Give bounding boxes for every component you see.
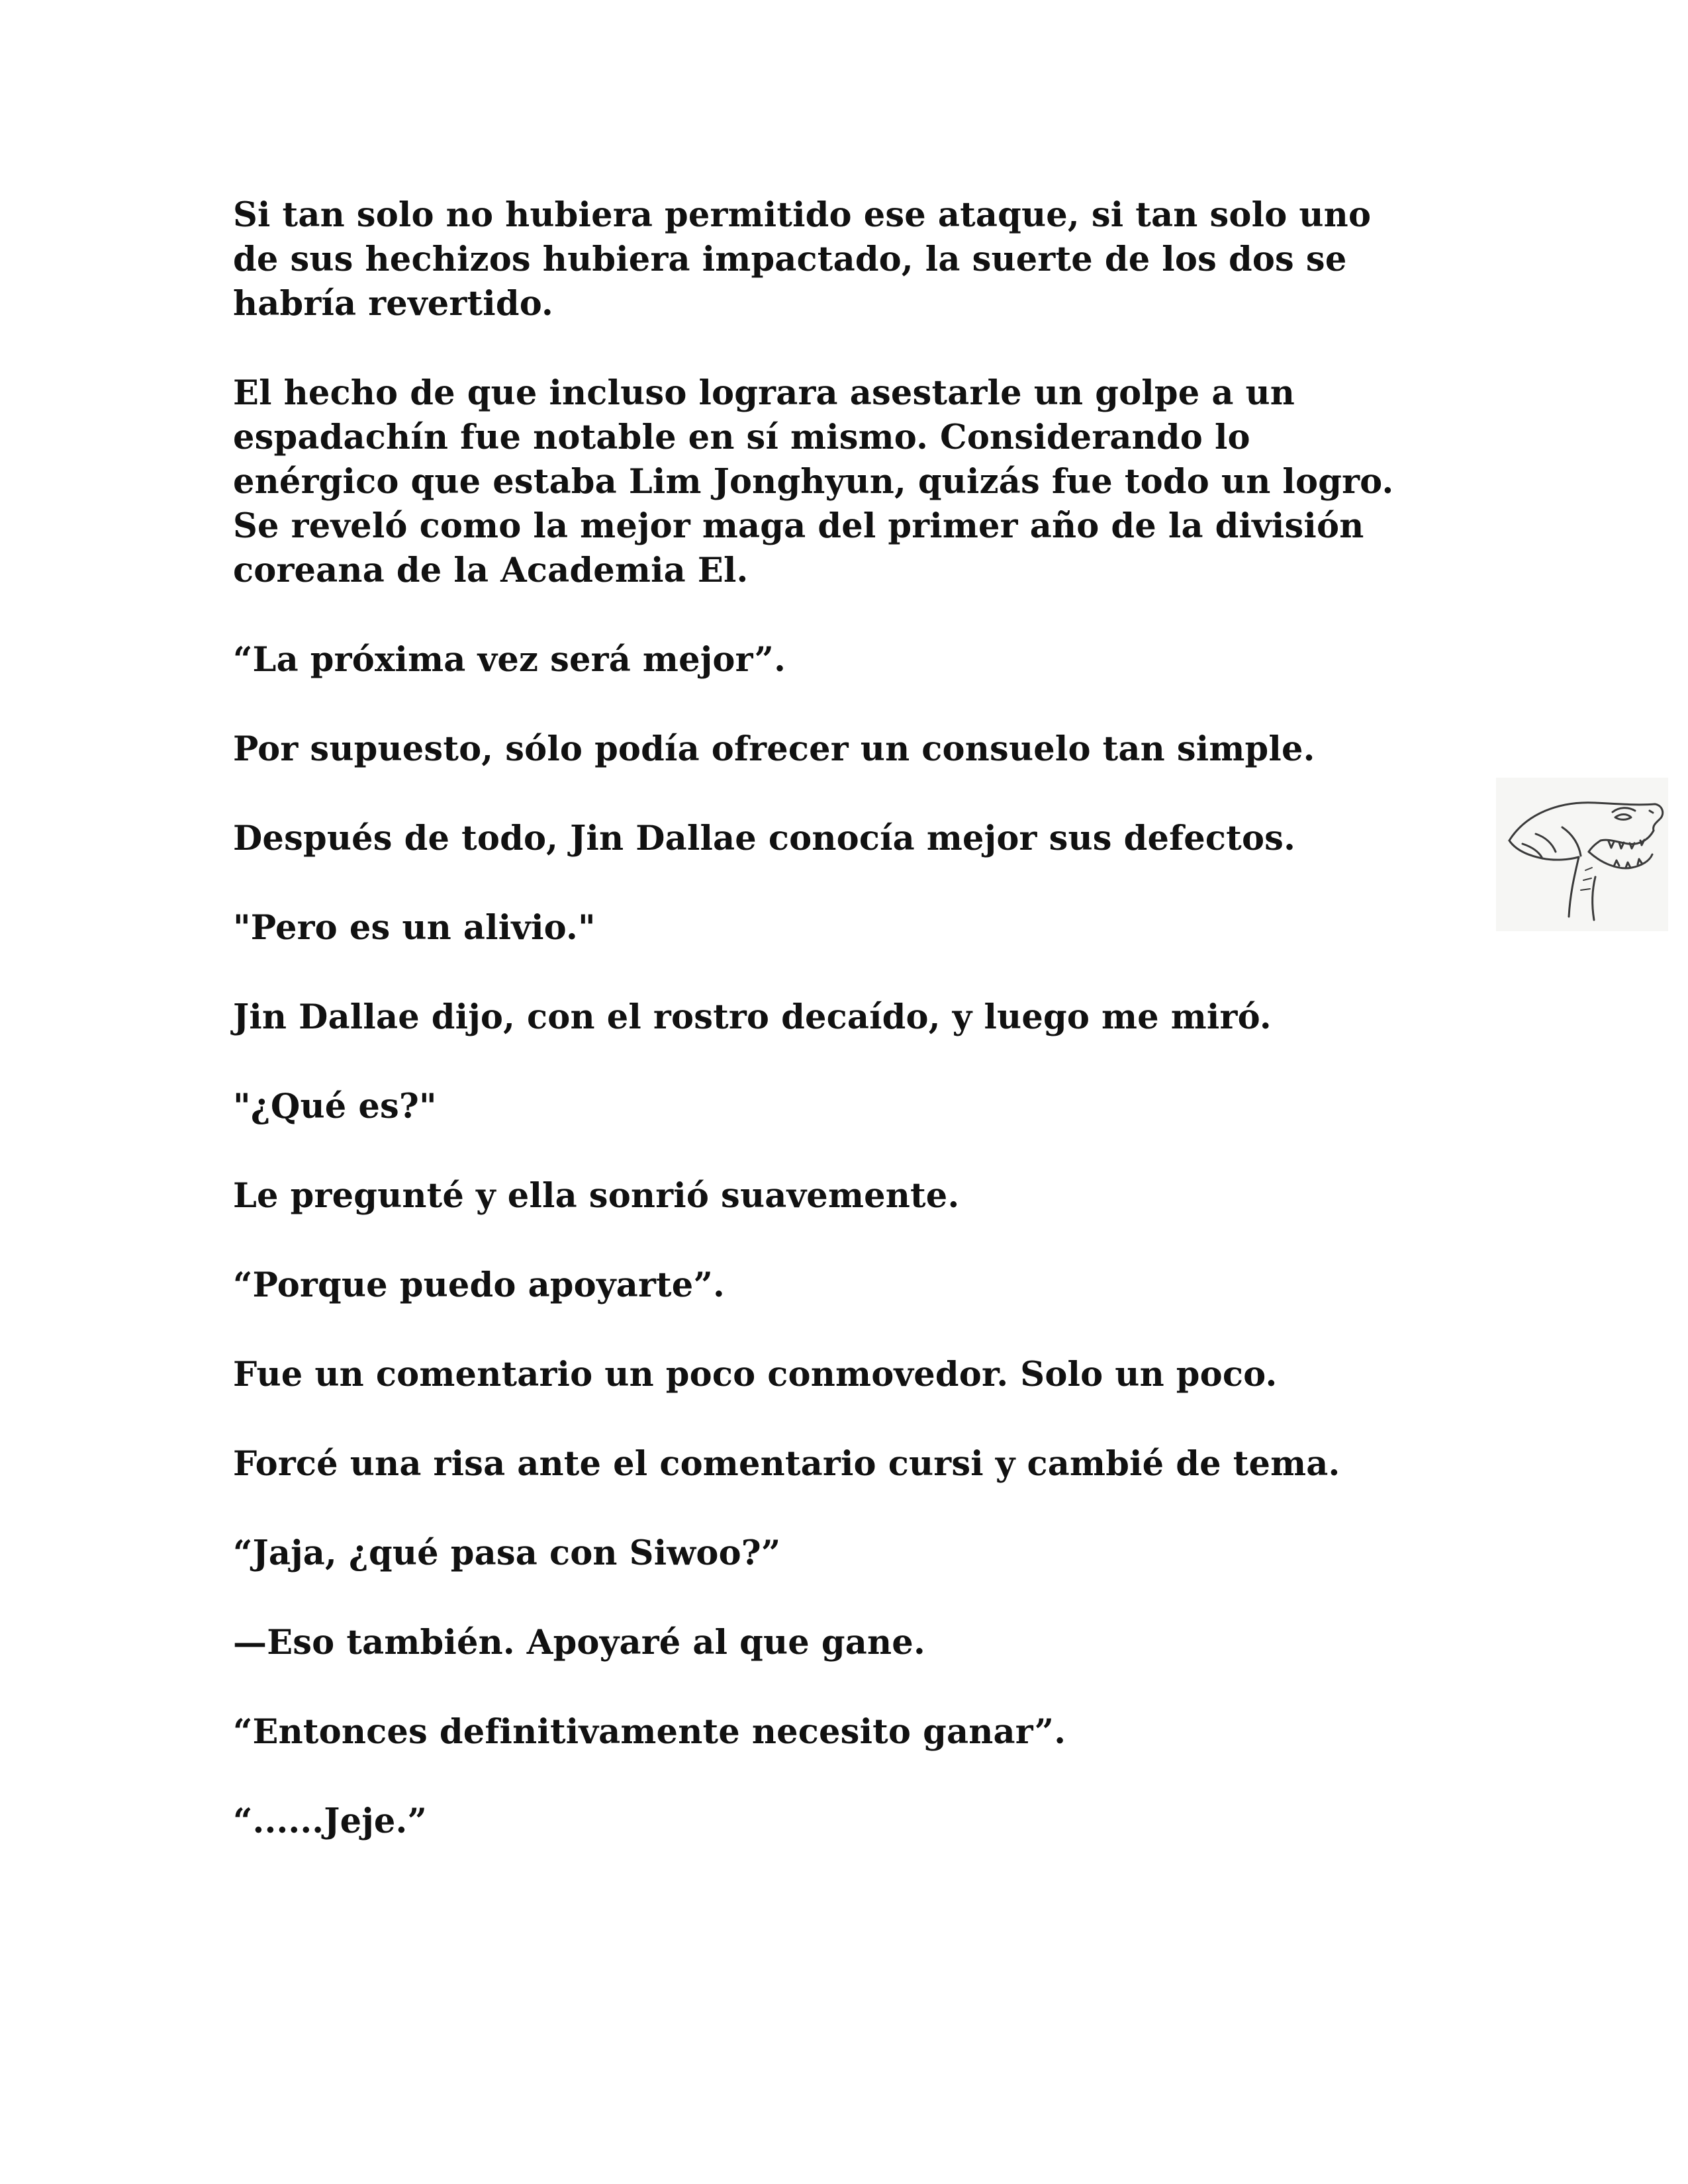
paragraph: Le pregunté y ella sonrió suavemente.	[233, 1176, 960, 1216]
paragraph: Si tan solo no hubiera permitido ese ataque, si tan solo uno de sus hechizos hubiera impactado, la suerte de los dos se habría revertido.	[233, 195, 1372, 324]
paragraph: Después de todo, Jin Dallae conocía mejor sus defectos.	[233, 819, 1296, 858]
paragraph: Fue un comentario un poco conmovedor. Solo un poco.	[233, 1355, 1278, 1394]
paragraph: —Eso también. Apoyaré al que gane.	[233, 1623, 925, 1662]
paragraph: “......Jeje.”	[233, 1801, 428, 1841]
paragraph: Jin Dallae dijo, con el rostro decaído, y luego me miró.	[233, 997, 1272, 1037]
paragraph: El hecho de que incluso lograra asestarle un golpe a un espadachín fue notable en sí mismo. Considerando lo enérgico que estaba Lim Jonghyun, quizás fue todo un logro. Se reveló como la mejor maga del primer año de la división coreana de la Academia El.	[233, 373, 1394, 590]
paragraph: Forcé una risa ante el comentario cursi y cambié de tema.	[233, 1444, 1340, 1484]
paragraph: “La próxima vez será mejor”.	[233, 640, 786, 680]
paragraph: “Entonces definitivamente necesito ganar”.	[233, 1712, 1066, 1752]
paragraph: “Jaja, ¿qué pasa con Siwoo?”	[233, 1533, 781, 1573]
paragraph: "Pero es un alivio."	[233, 908, 596, 948]
dinosaur-head-sketch-icon	[1496, 778, 1668, 931]
paragraph: "¿Qué es?"	[233, 1087, 437, 1126]
paragraph: “Porque puedo apoyarte”.	[233, 1265, 725, 1305]
text-body	[233, 193, 1464, 1844]
paragraph: Por supuesto, sólo podía ofrecer un consuelo tan simple.	[233, 729, 1315, 769]
